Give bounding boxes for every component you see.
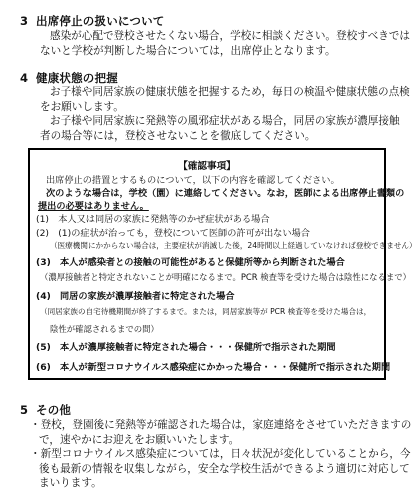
notice-item-2-note: （医療機関にかからない場合は，主要症状が消滅した後，24時間以上経過していなければ登校できません） [50,241,417,250]
notice-item-2: (2) (1)の症状が治っても，登校について医師の許可が出ない場合 [36,228,310,239]
notice-item-4: (4) 同居の家族が濃厚接触者に特定された場合 [36,291,235,302]
notice-intro-3: 提出の必要はありません。 [38,201,149,212]
section-4-para-2: お子様や同居家族に発熱等の風邪症状がある場合，同居の家族が濃厚接触者の場合等には，登校させないことを徹底してください。 [40,115,400,142]
section-4-para-1: お子様や同居家族の健康状態を把握するため，毎日の検温や健康状態の点検をお願いします。 [40,86,410,113]
notice-item-3-note: （濃厚接触者と特定されないことが明確になるまで。PCR 検査等を受けた場合は陰性になるまで） [40,272,411,282]
section-3-body: 感染が心配で登校させたくない場合，学校に相談ください。登校すべきではないと学校が判断した場合については，出席停止となります。 [40,30,410,57]
notice-item-5: (5) 本人が濃厚接触者に特定された場合・・・保健所で指示された期間 [36,342,336,353]
section-4-heading [20,70,118,86]
notice-intro-1: 出席停止の措置とするものについて，以下の内容を確認してください。 [46,175,340,186]
section-4-number: 4 [20,71,29,85]
section-5-bullet-1: ・登校，登園後に発熱等が確認された場合は，家庭連絡をさせていただきますので，速やかにお迎えをお願いいたします。 [30,419,412,446]
notice-item-4-note-2: 陰性が確認されるまでの間） [50,324,159,334]
section-3-heading [20,13,164,29]
section-5-number: 5 [20,403,29,417]
section-3-title: 出席停止の扱いについて [36,14,165,28]
section-5-bullet-2: ・新型コロナウイルス感染症については，日々状況が変化していることから，今後も最新の情報を収集しながら，安全な学校生活ができるよう適切に対応してまいります。 [30,448,411,489]
section-4-title: 健康状態の把握 [36,71,118,85]
notice-item-3: (3) 本人が感染者との接触の可能性があると保健所等から判断された場合 [36,257,345,268]
notice-intro-2: 次のような場合は，学校（園）に連絡してください。なお，医師による出席停止書類の [46,188,405,199]
notice-item-6: (6) 本人が新型コロナウイルス感染症にかかった場合・・・保健所で指示された期間 [36,362,391,373]
confirmation-notice-box [28,148,417,380]
notice-item-4-note-1: （同居家族の自宅待機期間が終了するまで。または，同居家族等が PCR 検査等を受けた場合は， [40,307,372,316]
notice-item-1: (1) 本人又は同居の家族に発熱等のかぜ症状がある場合 [36,214,270,225]
section-3-number: 3 [20,14,29,28]
section-5-heading [20,402,71,418]
notice-title: 【確認事項】 [178,161,236,172]
section-5-title: その他 [36,403,72,417]
